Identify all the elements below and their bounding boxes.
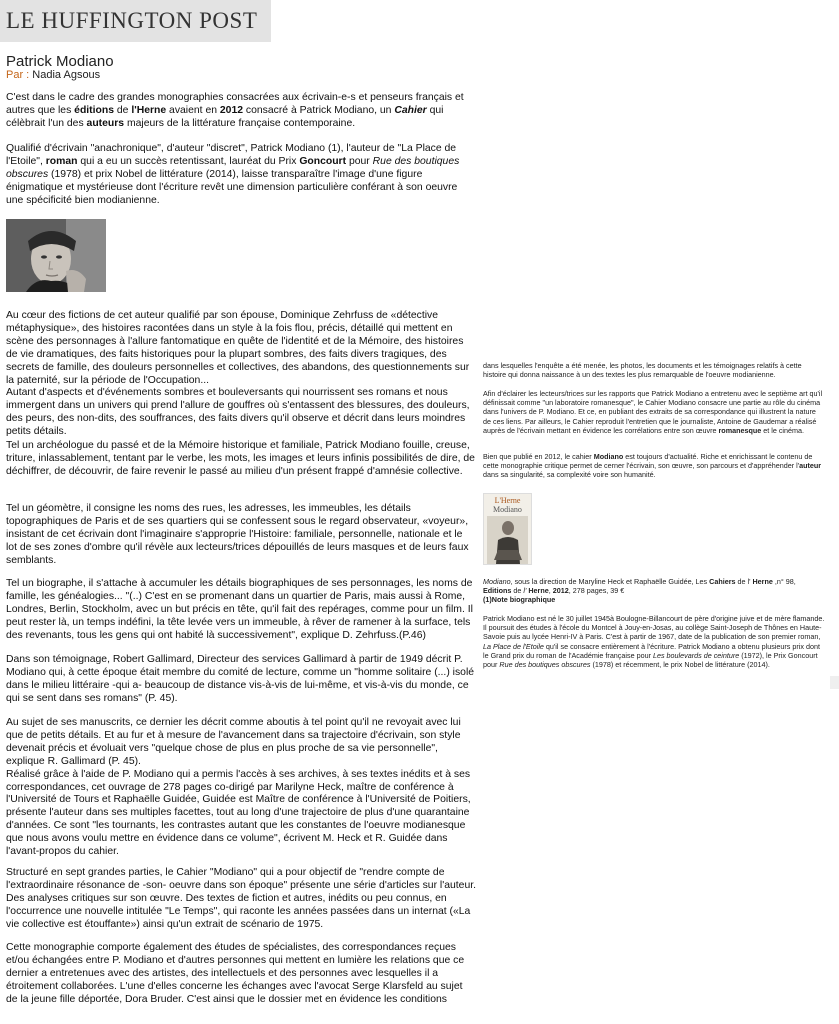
text: (1972), le Prix Goncourt pour <box>483 650 818 670</box>
paragraph-block-6 <box>6 503 476 568</box>
author-name: Nadia Agsous <box>32 69 101 81</box>
text-italic: l' <box>523 586 527 596</box>
article-title: Patrick Modiano <box>6 53 114 70</box>
paragraph-block-12 <box>6 942 476 1007</box>
side-paragraph-2 <box>483 389 825 435</box>
text: qu'il se consacre entièrement à l'écriture. Patrick Modiano a obtenu plusieurs prix dont le Grand prix du roman de l'Académie française pour <box>483 641 820 660</box>
paragraph-1 <box>6 92 476 131</box>
text: (1978) et prix Nobel de littérature (2014), laisse transparaître l'image d'une figure énigmatique et mystérieuse dont l'écriture revêt une dimension particulière conférant à son oeuvre une spécificité bien modianienne. <box>6 168 458 206</box>
text-italic: La Place de l'Etoile <box>483 641 544 651</box>
intro-paragraph <box>6 92 476 131</box>
cover-subtitle: Modiano <box>493 505 522 514</box>
paragraph-block-9 <box>6 717 476 859</box>
side-paragraph-1 <box>483 361 825 379</box>
side-text <box>483 389 825 435</box>
side-paragraph-3 <box>483 452 825 480</box>
text: , <box>548 586 553 596</box>
paragraph-3: Au cœur des fictions de cet auteur qualifié par son épouse, Dominique Zehrfuss de «détective métaphysique», des histoires racontées dans un style à la fois flou, précis, détaillé qui mettent en scène des personnages à l'allure fantomatique en quête de l'identité et de la Mémoire, des histoires de vie dramatiques, des faits historiques pour la plupart sombres, des faits divers tragiques, des secrets de famille, des douleurs personnelles et collectives, des abandons, des questionnements sur la paternité, sur la période de l'Occupation... <box>6 310 470 386</box>
paragraph-block-3 <box>6 310 476 439</box>
paragraph-block-8 <box>6 654 476 706</box>
text: , 278 pages, 39 € <box>568 586 625 596</box>
paragraph-block-5 <box>6 440 476 479</box>
text: Bien que publié en 2012, le cahier <box>483 452 594 461</box>
text-bold: Herne <box>752 577 773 586</box>
text-bold: auteur <box>799 461 822 471</box>
text-bold: Cahier <box>394 104 427 116</box>
side-text <box>483 452 825 480</box>
paragraph-block-7 <box>6 578 476 643</box>
text: de <box>114 104 132 116</box>
text: et le cinéma. <box>761 425 804 435</box>
text-italic: Les boulevards de ceinture <box>652 650 740 660</box>
paragraph-block-2 <box>6 143 476 208</box>
text-bold: auteurs <box>86 117 125 129</box>
text: Qualifié d'écrivain "anachronique", d'auteur "discret", Patrick Modiano (1), l'auteur de "La Place de l'Etoile", <box>6 143 457 167</box>
text-bold: roman <box>45 155 78 167</box>
text-bold: l'Herne <box>131 104 167 116</box>
text-italic: Rue des boutiques obscures <box>499 660 591 670</box>
text-bold: 2012 <box>552 586 569 596</box>
text: qui a eu un succès retentissant, lauréat du Prix <box>77 155 300 167</box>
text: consacré à Patrick Modiano, un <box>243 104 395 116</box>
paragraph-4: Autant d'aspects et d'événements sombres et bouleversants qui nourrissent ses romans et nous immergent dans un univers qui prend l'allure de gouffres où s'entassent des blessures, des douleurs, des peurs, des non-dits, des souffrances, des faits divers qu'il observe et décrit dans leurs moindres petits détails. <box>6 387 470 438</box>
paragraph-8: Dans son témoignage, Robert Gallimard, Directeur des services Gallimard à partir de 1949 décrit P. Modiano qui, à cette époque était membre du comité de lecture, comme un "homme solitaire (...) isolé dans le milieu littéraire -qui a- beaucoup de distance vis-à-vis de lui-même, et vis-à-vis du monde, ce qui se sent dans ses romans" (P. 45). <box>6 654 475 704</box>
paragraph-5: Tel un archéologue du passé et de la Mémoire historique et familiale, Patrick Modiano fouille, creuse, triture, inlassablement, tentant par le verbe, les mots, les images et leurs infinis possibilités de dire, de déchiffrer, de découvrir, de faire revenir le passé au milieu d'un présent frappé d'amnésie collective. <box>6 440 475 477</box>
text-italic: Rue des boutiques obscures <box>6 155 460 180</box>
paragraph-7: Tel un biographe, il s'attache à accumuler les détails biographiques de ses personnages, les noms de famille, les généalogies... "(..) C'est en se promenant dans un quartier de Paris, mais aussi à Rome, Londres, Berlin, Stockholm, avec un but précis en tête, qu'il fait des repérages, comme pour un film. Il peut rester là, un temps indéfini, la tête levée vers un immeuble, à rêver de ramener à la surface, tels des revenants, tous les gens qui ont habité là successivement", explique D. Zehrfuss.(P.46) <box>6 578 473 641</box>
text: Afin d'éclairer les lecteurs/trices sur les rapports que Patrick Modiano a entretenu avec le septième art qu'il définissait comme "un laboratoire romanesque", le Cahier Modiano consacre une partie au rôle du cinéma dans l'univers de P. Modiano. Et ce, en publiant des extraits de sa correspondance qui illustrent la nature de ces liens. Par ailleurs, le Cahier reproduit l'entretien que le journaliste, Antoine de Gaudemar a réalisé auprès de l'écrivain mettant en évidence les corrélations entre son œuvre <box>483 389 823 435</box>
text-italic: Modiano <box>483 577 511 586</box>
byline <box>6 69 100 81</box>
text-bold: Goncourt <box>299 155 347 167</box>
author-portrait-image <box>6 219 106 292</box>
site-logo[interactable] <box>0 0 271 42</box>
text: qui célèbrait l'un des <box>6 104 444 129</box>
text: pour <box>346 155 373 167</box>
text-bold: éditions <box>74 104 115 116</box>
text-bold: Editions <box>483 586 512 596</box>
note-title: (1)Note biographique <box>483 595 556 605</box>
biographical-note <box>483 614 825 669</box>
text-bold: Modiano <box>593 452 624 461</box>
text-bold: Cahiers <box>709 577 736 586</box>
paragraph-10: Réalisé grâce à l'aide de P. Modiano qui a permis l'accès à ses archives, à ses textes inédits et à ses correspondances, cet ouvrage de 278 pages co-dirigé par Marilyne Heck, maître de conférence à l'Université de Tours et Raphaëlle Guidée, Guidée est Maître de conférence à l'Université de Poitiers, présente l'auteur dans ses multiples facettes, tout au long d'une trajectoire de plus d'une quarantaine d'années. Ce sont "les tournants, les contrastes autant que les constantes de l'oeuvre modianesque que nous avons voulu mettre en évidence dans ce volume", écrivent M. Heck et R. Guidée dans l'avant-propos du cahier. <box>6 768 471 858</box>
paragraph-9: Au sujet de ses manuscrits, ce dernier les décrit comme aboutis à tel point qu'il ne revoyait avec lui que de petits détails. Et au fur et à mesure de l'avancement dans sa trajectoire d'écrivain, son style devenait précis et évoluait vers "quelque chose de plus en plus proche de sa vie personnelle", explique R. Gallimard (P. 45). <box>6 717 461 767</box>
paragraph-block-11 <box>6 867 476 932</box>
text: C'est dans le cadre des grandes monographies consacrées aux écrivain-e-s et penseurs français et autres que les <box>6 92 464 116</box>
bio-text <box>483 614 825 669</box>
text: , sous la direction de Maryline Heck et Raphaëlle Guidée, Les <box>510 577 710 586</box>
reference-text <box>483 577 825 595</box>
book-reference <box>483 577 825 605</box>
text: est toujours d'actualité. Riche et enrichissant le contenu de cette monographie critique permet de cerner l'écrivain, son œuvre, son parcours et d'appréhender l' <box>483 452 813 471</box>
page-edge-shade <box>830 676 839 689</box>
side-text: dans lesquelles l'enquête a été menée, les photos, les documents et les témoignages relatifs à cette histoire qui donna naissance à un des textes les plus remarquable de l'oeuvre modianienne. <box>483 361 802 380</box>
text: majeurs de la littérature française contemporaine. <box>124 117 356 129</box>
paragraph-6: Tel un géomètre, il consigne les noms des rues, les adresses, les immeubles, les détails topographiques de Paris et de ses quartiers qui se confessent sous le regard observateur, «voyeur», insistant de cet écrivain dont l'imaginaire s'approprie l'Histoire: familiale, personnelle, nationale et le lot de ses zones d'ombre qu'il révèle aux lecteurs/trices dépouillés de leurs masques et de leurs faux semblants. <box>6 503 469 566</box>
byline-label: Par : <box>6 69 30 81</box>
cover-photo-image <box>484 514 531 565</box>
text: Patrick Modiano est né le 30 juillet 1945à Boulogne-Billancourt de père d'origine juive et de mère flamande. Il poursuit des études à l'école du Montcel à Jouy-en-Josas, au collège Saint-Joseph de Thônes en Haute-Savoie puis au lycée Henri-IV à Paris. C'est à partir de 1967, date de la publication de son premier roman, <box>483 614 825 642</box>
text: de l' <box>735 577 753 586</box>
paragraph-11: Structuré en sept grandes parties, le Cahier "Modiano" qui a pour objectif de "rendre compte de l'extraordinaire résonance de -son- oeuvre dans son époque" présente une série d'articles sur l'auteur. Des analyses critiques sur son œuvre. Des textes de fiction et autres, inédits ou peu connus, en l'occurrence une nouvelle intitulée "Le Temps", qui raconte les années passées dans un internat («La vie collective est étouffante») ainsi qu'un extrait de scénario de 1975. <box>6 867 476 930</box>
book-cover <box>483 493 532 565</box>
text: (1978) et récemment, le prix Nobel de littérature (2014). <box>590 660 770 670</box>
text-bold: romanesque <box>718 425 762 435</box>
text: ,n° 98, <box>772 577 796 586</box>
text: de <box>511 586 524 596</box>
author-photo <box>6 219 106 292</box>
paragraph-12: Cette monographie comporte également des études de spécialistes, des correspondances reçues et/ou échangées entre P. Modiano et d'autres personnes qui mettent en lumière les relations que ce dernier a entretenues avec des artistes, des intellectuels et des personnes avec lesquelles il a étroitement collaborées. L'une d'elles concerne les échanges avec l'avocat Serge Klarsfeld au sujet de la jeune fille déportée, Dora Bruder. C'est ainsi que le dossier met en évidence les conditions <box>6 942 465 1005</box>
paragraph-2 <box>6 143 476 208</box>
cover-title: L'Herne <box>494 496 521 505</box>
text-bold: Herne <box>528 586 549 596</box>
text: avaient en <box>166 104 220 116</box>
text-bold: 2012 <box>219 104 244 116</box>
text: dans sa singularité, sa complexité voire son humanité. <box>483 470 656 480</box>
logo-text: LE HUFFINGTON POST <box>6 8 258 33</box>
